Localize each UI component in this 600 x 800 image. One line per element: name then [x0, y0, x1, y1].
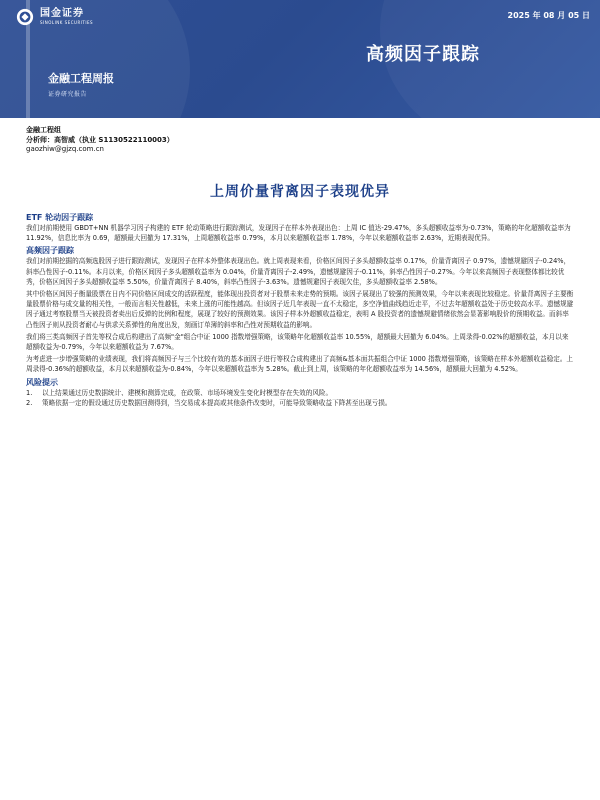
section-hf-paragraph-4: 为考虑进一步增强策略的业绩表现，我们将高频因子与三个比较有效的基本面因子进行等权合成构建出了高频&基本面共振组合中证 1000 指数增强策略，该策略在样本外超额收益稳定。上周录得-0.36%的超额收益，本月以来超额收益为-0.84%，今年以来超额收益率为 5.28%。截止到上周，该策略的年化超额收益率为 14.56%，超额最大回撤为 4.52%。 [26, 355, 574, 374]
brand-logo-text [40, 9, 93, 25]
analyst-info: 分析师：高智威（执业 S1130522110003） [26, 135, 174, 144]
section-hf-title: 高频因子跟踪 [26, 246, 74, 256]
risk-item-text: 策略依据一定的假设通过历史数据回测得到，当交易成本提高或其他条件改变时，可能导致策略收益下降甚至出现亏损。 [42, 398, 392, 407]
report-title: 高频因子跟踪 [366, 44, 480, 65]
risk-item-text: 以上结果通过历史数据统计、建模和测算完成，在政策、市场环境发生变化时模型存在失效的风险。 [42, 388, 333, 397]
risk-item-number: 2. [26, 398, 33, 407]
brand-logo [16, 8, 93, 26]
risk-item-number: 1. [26, 388, 33, 397]
report-content [26, 212, 574, 408]
analyst-email[interactable]: gaozhiw@gjzq.com.cn [26, 145, 104, 153]
section-etf-title: ETF 轮动因子跟踪 [26, 213, 94, 222]
section-risk-title: 风险提示 [26, 377, 58, 387]
section-hf-paragraph-3: 我们将三类高频因子首先等权合成后构建出了高频"金"组合中证 1000 指数增强策略，该策略年化超额收益率 10.55%，超额最大回撤为 6.04%。上周录得-0.02%的超额收益，本月以来超额收益为-0.79%，今年以来超额收益为 7.67%。 [26, 332, 569, 352]
brand-name-cn: 国金证券 [40, 8, 84, 19]
section-hf-paragraph-1: 我们对前期挖掘的高频选股因子进行跟踪测试，发现因子在样本外整体表现出色。就上周表现来看，价格区间因子多头超额收益率 0.17%，价量背离因子 0.97%，遗憾规避因子-0.24%，斜率凸性因子-0.11%。本月以来，价格区间因子多头超额收益率为 0.04%，价量背离因子-2.49%，遗憾规避因子-0.11%，斜率凸性因子-0.27%。今年以来高频因子表现整体都比较优秀，价格区间因子多头超额收益率 5.50%，价量背离因子 8.40%，斜率凸性因子-3.63%。遗憾规避因子表现欠佳，多头超额收益率 2.58%。 [26, 257, 571, 286]
risk-item-2 [26, 398, 574, 408]
group-label: 金融工程组 [26, 126, 61, 134]
header-banner [0, 0, 600, 118]
section-etf-paragraph: 我们对前期使用 GBDT+NN 机器学习因子构建的 ETF 轮动策略进行跟踪测试，发现因子在样本外表现出色：上周 IC 值达-29.47%，多头超额收益率为-0.73%，策略的年化超额收益率为 11.92%，信息比率为 0.69，超额最大回撤为 17.31%，上周超额收益率 0.79%，本月以来超额收益率 1.78%，今年以来超额收益率 2.63%，近期表现优异。 [26, 224, 571, 243]
section-hf-paragraph-2: 其中价格区间因子衡量股票在日内不同价格区间成交的活跃程度，能体现出投资者对于股票未来走势的预期。该因子展现出了较强的预测效果，今年以来表现比较稳定。价量背离因子主要衡量股票价格与成交量的相关性，一般而言相关性越低，未来上涨的可能性越高。但该因子近几年表现一直不太稳定，多空净值曲线趋近走平，不过去年超额收益处于历史较高水平。遗憾规避因子通过考察股票当天被投资者卖出后反弹的比例和程度，展现了较好的预测效果。该因子样本外超额收益稳定，表明 A 股投资者的遗憾规避情绪依然会显著影响股价的预期收益。而斜率凸性因子则从投资者耐心与供求关系弹性的角度出发，刻画订单簿的斜率和凸性对预期收益的影响。 [26, 290, 574, 329]
brand-name-en: SINOLINK SECURITIES [40, 20, 94, 25]
report-subtype: 证券研究报告 [48, 91, 88, 98]
risk-list [26, 388, 574, 408]
risk-item-1 [26, 388, 574, 398]
brand-logo-icon [16, 8, 34, 26]
report-date: 2025 年 08 月 05 日 [507, 11, 590, 20]
report-type: 金融工程周报 [48, 72, 114, 85]
page-headline: 上周价量背离因子表现优异 [210, 184, 390, 200]
author-meta [26, 126, 574, 155]
